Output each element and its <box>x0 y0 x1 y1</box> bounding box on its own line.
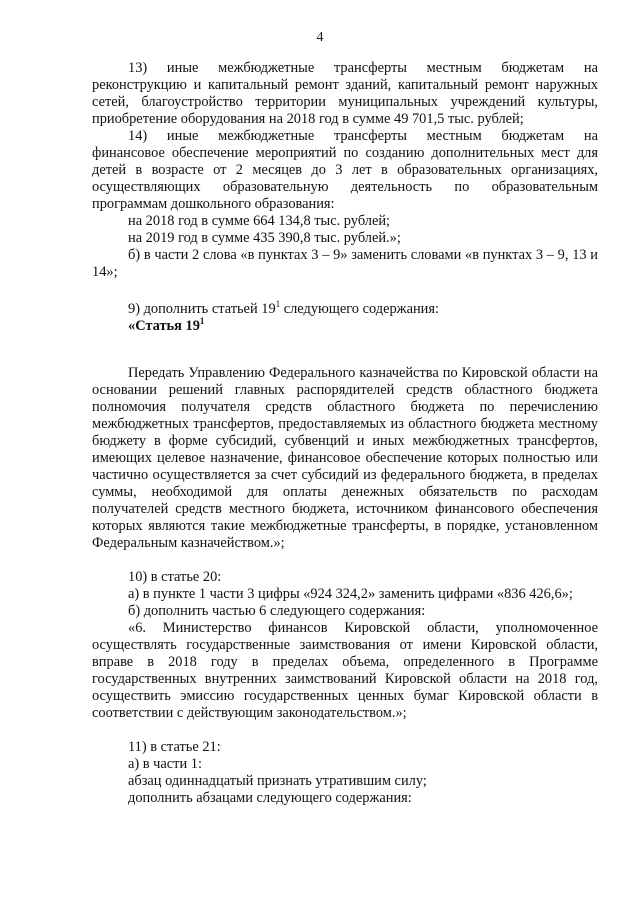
section-9-intro: 9) дополнить статьей $19^1$ следующего содержания: <box>128 299 439 317</box>
item-14-2018-amount: на 2018 год в сумме 664 134,8 тыс. рублей; <box>128 213 391 229</box>
section-10-b: б) дополнить частью 6 следующего содержания: <box>128 603 426 619</box>
section-10-quote: «6. Министерство финансов Кировской области, уполномоченное осуществлять государственные заимствования от имени Кировской области, вправе в 2018 году в пределах объема, определенного в Программе государственных внутренних заимствований Кировской области на 2018 год, осуществить эмиссию государственных ценных бумаг Кировской области в соответствии с действующим законодательством.»; <box>92 620 598 721</box>
section-11-title: 11) в статье 21: <box>128 739 221 755</box>
section-11-line-2: дополнить абзацами следующего содержания: <box>128 790 412 806</box>
item-13-text: реконструкцию и капитальный ремонт зданий, капитальный ремонт наружных сетей, благоустройство территории муниципальных учреждений культуры, приобретение оборудования на 2018 год в сумме 49 701,5 тыс. рублей; <box>92 77 598 127</box>
section-11-a: а) в части 1: <box>128 756 202 772</box>
article-19-1-title: «Статья $19^1$ <box>128 316 205 334</box>
item-13-first-line: 13) иные межбюджетные трансферты местным бюджетам на <box>128 60 598 76</box>
item-14-first-line: 14) иные межбюджетные трансферты местным бюджетам на <box>128 128 598 144</box>
section-9-intro-superscript: 1 <box>275 299 281 309</box>
document-body <box>92 60 598 807</box>
section-10-a: а) в пункте 1 части 3 цифры «924 324,2» заменить цифрами «836 426,6»; <box>128 586 573 602</box>
item-14-2019-amount: на 2019 год в сумме 435 390,8 тыс. рублей.»; <box>128 230 401 246</box>
section-11-line-1: абзац одиннадцатый признать утратившим силу; <box>128 773 427 789</box>
section-10-title: 10) в статье 20: <box>128 569 222 585</box>
item-14-text: финансовое обеспечение мероприятий по созданию дополнительных мест для детей в возрасте от 2 месяцев до 3 лет в образовательных организациях, осуществляющих образовательную деятельность по образовательным программам дошкольного образования: <box>92 145 598 212</box>
page-number: 4 <box>316 30 324 45</box>
article-title-superscript: 1 <box>199 316 205 326</box>
article-19-1-body: Передать Управлению Федерального казначейства по Кировской области на основании решений главных распорядителей средств областного бюджета полномочия получателя средств областного бюджета по перечислению межбюджетных трансфертов, предоставляемых из областного бюджета местному бюджету в форме субсидий, субвенций и иных межбюджетных трансфертов, имеющих целевое назначение, финансовое обеспечение которых полностью или частично осуществляется за счет субсидий из федерального бюджета, в пределах суммы, необходимой для оплаты денежных обязательств по расходам получателей средств местного бюджета, источником финансового обеспечения которых являются такие межбюджетные трансферты, в порядке, установленном Федеральным казначейством.»; <box>92 365 598 551</box>
item-b-paragraph: б) в части 2 слова «в пунктах 3 – 9» заменить словами «в пунктах 3 – 9, 13 и 14»; <box>92 247 598 280</box>
